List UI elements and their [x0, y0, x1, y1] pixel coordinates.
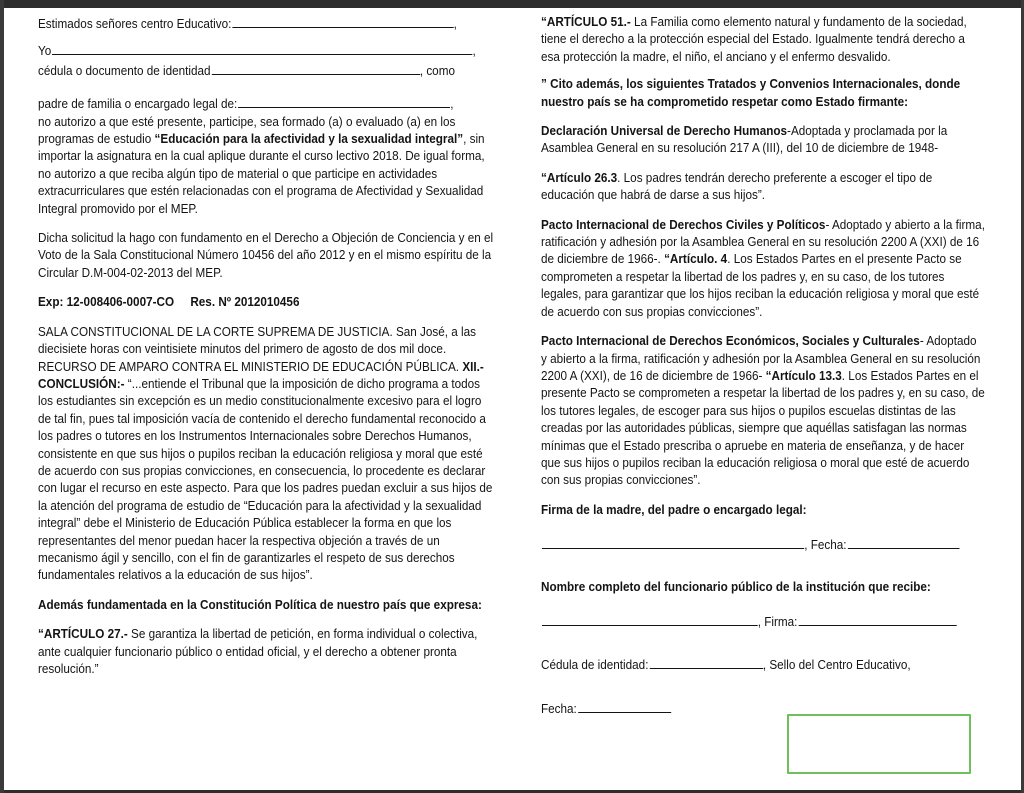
right-column [541, 14, 986, 742]
sello-stamp-box[interactable] [787, 714, 971, 774]
nombre-blank[interactable] [52, 41, 472, 55]
scan-left-edge [0, 0, 4, 793]
cedula-label: cédula o documento de identidad [38, 63, 211, 78]
conclusion-heading: XII.-CONCLUSIÓN:- [38, 359, 484, 391]
fecha-row: Fecha: [541, 699, 986, 718]
pacto-civiles-paragraph: Pacto Internacional de Derechos Civiles y Políticos- Adoptado y abierto a la firma, ratificación y adhesión por la Asamblea General en su resolución 2200 A (XXI) de 16 de diciembre de 1966-. “Artículo. 4. Los Estados Partes en el presente Pacto se comprometen a respetar la libertad de los padres y, en su caso, de los tutores legales, para garantizar que los hijos reciban la educación religiosa y moral que esté de acuerdo con sus propias convicciones”. [541, 217, 985, 319]
declaracion-universal-paragraph: Declaración Universal de Derecho Humanos-Adoptada y proclamada por la Asamblea General en su resolución 217 A (III), del 10 de diciembre de 1948- [541, 124, 948, 156]
firma-funcionario-blank[interactable] [798, 612, 956, 626]
cedula-sello-row: Cédula de identidad: , Sello del Centro Educativo, [541, 655, 986, 674]
scan-top-edge [0, 0, 1024, 8]
left-column [38, 14, 494, 690]
padre-label: padre de familia o encargado legal de: [38, 97, 238, 112]
firma-encargado-blank[interactable] [542, 535, 804, 549]
fundamento-paragraph: Dicha solicitud la hago con fundamento en el Derecho a Objeción de Conciencia y en el Voto de la Sala Constitucional Número 10456 del año 2012 y en el mismo espíritu de la Circular D.M-004-02-2013 del MEP. [38, 231, 494, 280]
articulo-51-paragraph: “ARTÍCULO 51.- La Familia como elemento natural y fundamento de la sociedad, tiene el derecho a la protección especial del Estado. Igualmente tendrá derecho a esa protección la madre, el niño, el anciano y el enfermo desvalido. [541, 15, 967, 64]
estudiante-blank[interactable] [238, 94, 450, 108]
nombre-funcionario-blank[interactable] [542, 612, 758, 626]
estimados-label: Estimados señores centro Educativo: [38, 17, 232, 31]
pacto-economicos-paragraph: Pacto Internacional de Derechos Económicos, Sociales y Culturales- Adoptado y abierto a la firma, ratificación y adhesión por la Asamblea General en su resolución 2200 A (XXI), de 16 de diciembre de 1966- “Artículo 13.3. Los Estados Partes en el presente Pacto se comprometen a respetar la libertad de los padres y, en su caso, de los tutores legales, de escoger para sus hijos o pupilos escuelas distintas de las creadas por las autoridades públicas, siempre que aquéllas satisfagan las normas mínimas que el Estado prescriba o apruebe en materia de enseñanza, y de hacer que sus hijos o pupilos reciban la educación religiosa o moral que esté de acuerdo con sus propias convicciones”. [541, 334, 985, 488]
cedula-blank[interactable] [212, 61, 420, 75]
yo-row: Yo , [38, 41, 494, 60]
articulo-27-paragraph: “ARTÍCULO 27.- Se garantiza la libertad de petición, en forma individual o colectiva, ante cualquier funcionario público o entidad oficial, y el derecho a obtener pronta resolución.” [38, 627, 478, 676]
cedula-funcionario-blank[interactable] [649, 655, 762, 669]
estimados-row: Estimados señores centro Educativo: , [38, 14, 494, 33]
funcionario-heading: Nombre completo del funcionario público de la institución que recibe: [541, 579, 931, 594]
sala-constitucional-paragraph: SALA CONSTITUCIONAL DE LA CORTE SUPREMA DE JUSTICIA. San José, a las diecisiete horas con veintisiete minutos del primero de agosto de dos mil doce. RECURSO DE AMPARO CONTRA EL MINISTERIO DE EDUCACIÓN PÚBLICA. XII.-CONCLUSIÓN:- “...entiende el Tribunal que la imposición de dicho programa a todos los estudiantes sin excepción es un medio constitucionalmente excesivo para el logro de tal fin, pues tal imposición vacía de contenido el derecho fundamental reconocido a los padres o tutores en los Instrumentos Internacionales sobre Derechos Humanos, consistente en que sus hijos o pupilos reciban la educación religiosa y moral que esté de acuerdo con sus propias convicciones, en consecuencia, lo procedente es declarar con lugar el recurso en este aspecto. Para que los padres puedan excluir a sus hijos de la atención del programa de estudio de “Educación para la afectividad y la sexualidad integral” debe el Ministerio de Educación Pública establecer la forma en que los representantes del menor puedan hacer la respectiva objeción a través de un mecanismo ágil y sencillo, con el fin de garantizarles el respeto de sus derechos fundamentales relativos a la educación de sus hijos”. [38, 324, 493, 583]
autorizacion-paragraph: no autorizo a que esté presente, participe, sea formado (a) o evaluado (a) en los programas de estudio “Educación para la afectividad y la sexualidad integral”, sin importar la asignatura en la cual aplique durante el curso lectivo 2018. De igual forma, no autorizo a que reciba algún tipo de material o que participe en actividades extracurriculares que estén relacionadas con el programa de Afectividad y Sexualidad Integral promovido por el MEP. [38, 114, 485, 216]
articulo-26-3-paragraph: “Artículo 26.3. Los padres tendrán derecho preferente a escoger el tipo de educación que habrá de darse a sus hijos”. [541, 170, 933, 203]
padre-row: padre de familia o encargado legal de: , [38, 94, 494, 113]
constitucion-heading: Además fundamentada en la Constitución Política de nuestro país que expresa: [38, 597, 482, 612]
cedula-row: cédula o documento de identidad , como [38, 61, 494, 80]
funcionario-firma-row: , Firma: [541, 612, 986, 631]
firma-fecha-row: , Fecha: [541, 535, 986, 554]
fecha-funcionario-blank[interactable] [578, 699, 671, 713]
fecha-encargado-blank[interactable] [847, 535, 959, 549]
yo-label: Yo [38, 44, 52, 59]
programa-nombre: “Educación para la afectividad y la sexualidad integral” [154, 132, 464, 147]
tratados-heading: ” Cito además, los siguientes Tratados y Convenios Internacionales, donde nuestro país se ha comprometido respetar como Estado firmante: [541, 77, 961, 109]
expediente-line: Exp: 12-008406-0007-CO Res. Nº 2012010456 [38, 295, 300, 310]
firma-madre-heading: Firma de la madre, del padre o encargado legal: [541, 502, 807, 517]
centro-educativo-blank[interactable] [232, 14, 453, 28]
